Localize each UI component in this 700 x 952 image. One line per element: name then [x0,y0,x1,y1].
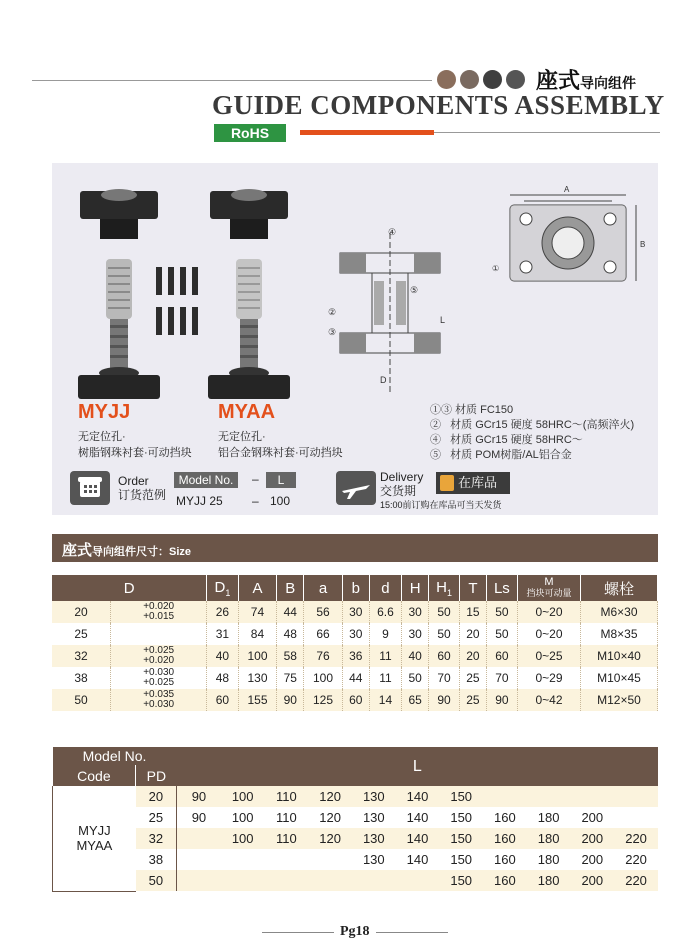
model-no-header: Model No. [174,472,238,488]
l-cell [177,870,221,891]
header-dot-2 [460,70,479,89]
l-cell [177,849,221,870]
l-cell: 200 [570,828,614,849]
col-header: $H_1$ [428,575,459,601]
l-cell: 130 [352,849,396,870]
cell-d1: 26 [207,601,238,623]
l-cell: 100 [221,786,265,807]
model-myaa-label: MYAA [218,401,276,423]
svg-text:⑤: ⑤ [410,285,419,295]
l-cell [396,870,440,891]
cell-tolerance: +0.020 +0.015 [111,601,207,623]
l-cell: 160 [483,849,527,870]
cell-a: 66 [304,623,343,645]
header-dot-1 [437,70,456,89]
product-image-myaa [200,183,310,403]
l-cell: 220 [614,870,658,891]
cell-a: 100 [304,667,343,689]
material-row: ⑤ 材质 POM树脂/AL铝合金 [430,449,572,461]
cell-m: 0~29 [518,667,581,689]
order-label: Order 订货范例 [118,474,167,502]
cell-ls: 90 [486,689,517,711]
l-cell [221,870,265,891]
svg-text:L: L [440,315,446,325]
cell-b: 44 [277,601,304,623]
header-rule-right [434,132,660,133]
pd-cell: 32 [136,828,177,849]
order-example-l: 100 [270,494,291,508]
table-row [52,623,658,645]
l-cell: 140 [396,849,440,870]
cell-a: 56 [304,601,343,623]
code-label: MYJJ [78,823,111,839]
pd-cell: 50 [136,870,177,891]
l-cell: 180 [527,807,571,828]
material-row: ④ 材质 GCr15 硬度 58HRC～ [430,434,583,446]
l-cell: 150 [439,807,483,828]
cell-tolerance: +0.030 +0.025 [111,667,207,689]
l-cell [221,849,265,870]
l-cell [265,849,309,870]
header-dot-3 [483,70,502,89]
cell-t: 25 [460,667,487,689]
l-cell: 160 [483,870,527,891]
cell-d: 11 [369,667,402,689]
l-header: L [177,747,658,786]
l-cell [177,828,221,849]
cell-t: 15 [460,601,487,623]
cell-ls: 60 [486,645,517,667]
svg-text:②: ② [328,307,337,317]
cell-bolt: M12×50 [581,689,658,711]
col-header: a [304,575,343,601]
cell-h1: 50 [428,601,459,623]
cell-d1: 31 [207,623,238,645]
cell-m: 0~20 [518,623,581,645]
cell-h1: 70 [428,667,459,689]
cell-d: 20 [52,601,111,623]
cell-t: 20 [460,645,487,667]
cell-d: 6.6 [369,601,402,623]
l-cell [483,786,527,807]
l-cell: 150 [439,786,483,807]
model-myjj-desc: 无定位孔· 树脂钢珠衬套·可动挡块 [78,431,192,459]
cell-d: 32 [52,645,111,667]
svg-text:①: ① [492,264,500,273]
table-row [52,667,658,689]
cell-b: 44 [342,667,369,689]
code-cell [53,786,136,891]
cell-h: 30 [402,623,429,645]
col-header: A [238,575,277,601]
cell-h1: 60 [428,645,459,667]
code-label: MYAA [76,838,113,854]
table-row [52,645,658,667]
cell-d: 38 [52,667,111,689]
product-panel [52,163,658,515]
pd-header: PD [136,765,177,786]
l-cell: 200 [570,849,614,870]
l-cell: 90 [177,786,221,807]
telephone-icon [70,471,110,505]
l-cell: 160 [483,807,527,828]
cell-b: 58 [277,645,304,667]
l-cell [614,807,658,828]
l-cell: 130 [352,807,396,828]
size-section-header: 座式导向组件尺寸：Size [52,534,658,562]
col-header: Ls [486,575,517,601]
l-cell: 140 [396,807,440,828]
cell-ls: 70 [486,667,517,689]
l-cell: 180 [527,828,571,849]
cell-bolt: M6×30 [581,601,658,623]
col-header: H [402,575,429,601]
col-header: B [277,575,304,601]
page-rule-left [262,932,334,933]
section-drawing [310,223,490,403]
l-cell [352,870,396,891]
table-row [53,870,659,891]
cell-h: 65 [402,689,429,711]
cell-m: 0~42 [518,689,581,711]
cell-a: 125 [304,689,343,711]
table-row [53,807,659,828]
model-myaa-desc: 无定位孔· 铝合金钢珠衬套·可动挡块 [218,431,343,459]
model-no-header: Model No. [53,747,177,765]
pd-cell: 38 [136,849,177,870]
code-header: Code [53,765,136,786]
delivery-label: Delivery 交货期 [380,470,424,498]
cell-h1: 90 [428,689,459,711]
cell-b: 48 [277,623,304,645]
l-cell [614,786,658,807]
l-cell: 110 [265,786,309,807]
l-cell: 140 [396,828,440,849]
cell-h: 40 [402,645,429,667]
table-row [52,689,658,711]
cell-m: 0~20 [518,601,581,623]
cell-bolt: M8×35 [581,623,658,645]
l-cell: 200 [570,807,614,828]
cell-a: 100 [238,645,277,667]
table-row [53,786,659,807]
page-title-en: GUIDE COMPONENTS ASSEMBLY [212,90,665,120]
l-cell: 180 [527,870,571,891]
material-row: ①③ 材质 FC150 [430,404,514,416]
cell-h: 50 [402,667,429,689]
l-cell [308,870,352,891]
col-header: b [342,575,369,601]
cell-a: 84 [238,623,277,645]
cell-d1: 60 [207,689,238,711]
l-cell: 120 [308,828,352,849]
col-header: $D_1$ [207,575,238,601]
cell-d: 9 [369,623,402,645]
box-icon [440,475,454,491]
cell-b: 60 [342,689,369,711]
svg-text:A: A [564,185,570,194]
cell-bolt: M10×40 [581,645,658,667]
l-cell: 180 [527,849,571,870]
cell-a: 76 [304,645,343,667]
model-myjj-label: MYJJ [78,401,131,423]
col-header: M 挡块可动量 [518,575,581,601]
cell-tolerance: +0.025 +0.020 [111,645,207,667]
l-header: L [266,472,296,488]
top-view-drawing [490,183,650,293]
length-table [52,747,658,892]
cell-d1: 40 [207,645,238,667]
l-cell: 110 [265,807,309,828]
svg-text:④: ④ [388,227,397,237]
cell-tolerance [111,623,207,645]
l-cell [308,849,352,870]
order-dash: – [252,494,259,508]
cell-b: 30 [342,601,369,623]
l-cell: 110 [265,828,309,849]
l-cell: 220 [614,849,658,870]
l-cell: 200 [570,870,614,891]
table-row [53,828,659,849]
l-cell: 220 [614,828,658,849]
cell-h: 30 [402,601,429,623]
col-header: T [460,575,487,601]
l-cell: 90 [177,807,221,828]
l-cell [527,786,571,807]
cell-ls: 50 [486,623,517,645]
cell-m: 0~25 [518,645,581,667]
cell-d: 25 [52,623,111,645]
table-row [53,849,659,870]
cell-d: 14 [369,689,402,711]
l-cell: 160 [483,828,527,849]
header-dot-4 [506,70,525,89]
in-stock-badge: 在库品 [436,472,510,494]
cell-tolerance: +0.035 +0.030 [111,689,207,711]
l-cell: 130 [352,828,396,849]
l-cell: 100 [221,828,265,849]
cell-a: 155 [238,689,277,711]
pd-cell: 20 [136,786,177,807]
col-header: D [52,575,207,601]
cell-b: 36 [342,645,369,667]
col-header: d [369,575,402,601]
cell-t: 25 [460,689,487,711]
l-cell: 100 [221,807,265,828]
cell-ls: 50 [486,601,517,623]
table-row [52,601,658,623]
l-cell: 150 [439,828,483,849]
cell-d: 50 [52,689,111,711]
cell-d1: 48 [207,667,238,689]
page-title-cn: 座式导向组件 [536,68,637,93]
l-cell [265,870,309,891]
accent-bar [300,130,434,135]
l-cell: 150 [439,849,483,870]
cell-h1: 50 [428,623,459,645]
svg-text:B: B [640,240,646,249]
delivery-note: 15:00前订购在库品可当天发货 [380,500,502,510]
material-row: ② 材质 GCr15 硬度 58HRC～(高频淬火) [430,419,635,431]
cell-t: 20 [460,623,487,645]
l-cell: 120 [308,786,352,807]
rohs-badge: RoHS [214,124,286,142]
l-cell: 120 [308,807,352,828]
order-dash: – [252,472,259,486]
col-header: 螺栓 [581,575,658,601]
cell-b: 75 [277,667,304,689]
page-rule-right [376,932,448,933]
cell-d: 11 [369,645,402,667]
cell-bolt: M10×45 [581,667,658,689]
page-number: Pg18 [340,924,370,939]
l-cell [570,786,614,807]
cell-b: 30 [342,623,369,645]
pd-cell: 25 [136,807,177,828]
svg-text:D: D [380,375,387,385]
l-cell: 140 [396,786,440,807]
cell-b: 90 [277,689,304,711]
l-cell: 130 [352,786,396,807]
cell-a: 74 [238,601,277,623]
airplane-icon [336,471,376,505]
header-rule-left [32,80,432,81]
order-example-model: MYJJ 25 [176,494,223,508]
l-cell: 150 [439,870,483,891]
size-table [52,575,658,711]
svg-text:③: ③ [328,327,337,337]
cell-a: 130 [238,667,277,689]
